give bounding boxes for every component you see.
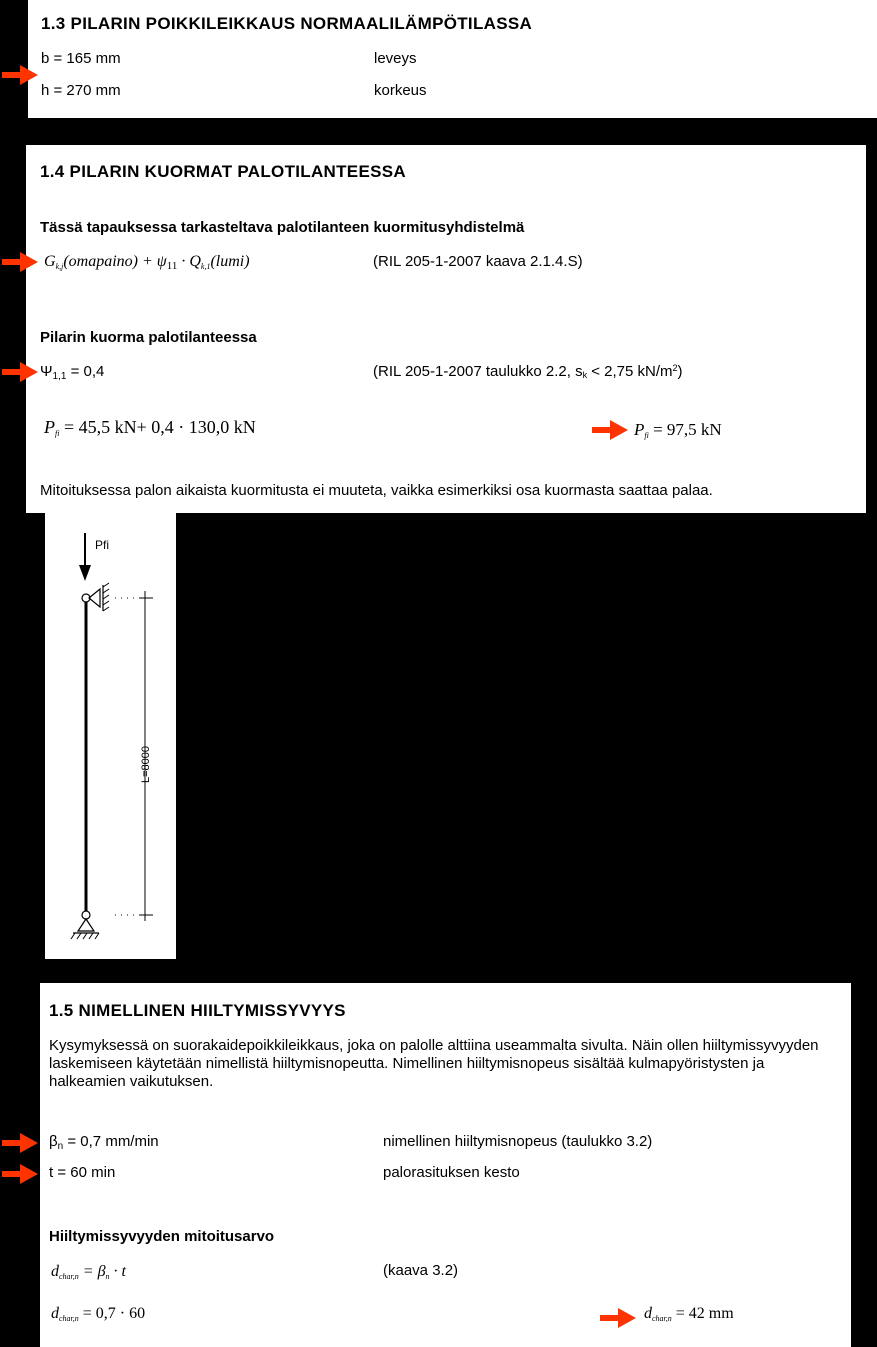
- psi-reference: (RIL 205-1-2007 taulukko 2.2, sk < 2,75 $kN/m^2$): [373, 363, 683, 380]
- t-description: palorasituksen kesto: [383, 1164, 520, 1181]
- section-1-4-title: 1.4 PILARIN KUORMAT PALOTILANTEESSA: [40, 162, 406, 181]
- pfi-result: Pfi = 97,5 kN: [634, 420, 722, 440]
- section-1-3-title: 1.3 PILARIN POIKKILEIKKAUS NORMAALILÄMPÖTILASSA: [41, 14, 533, 33]
- arrow-marker-icon: [2, 252, 38, 272]
- section-1-3-panel: [28, 0, 877, 118]
- charring-substitution-text: = 0,7 · 60: [82, 1305, 146, 1322]
- charring-depth-heading: Hiiltymissyvyyden mitoitusarvo: [49, 1228, 275, 1245]
- load-combination-heading: Tässä tapauksessa tarkasteltava palotilanteen kuormitusyhdistelmä: [40, 219, 525, 236]
- psi-reference-text: (RIL 205-1-2007 taulukko 2.2, s: [373, 363, 583, 380]
- b-description: leveys: [374, 50, 417, 67]
- formula-reference: (RIL 205-1-2007 kaava 2.1.4.S): [373, 253, 583, 270]
- psi-value: $\Psi_{1,1} = 0,4$: [40, 363, 105, 382]
- load-note: Mitoituksessa palon aikaista kuormitusta ei muuteta, vaikka esimerkiksi osa kuormasta saattaa palaa.: [40, 482, 713, 499]
- beta-description: nimellinen hiiltymisnopeus (taulukko 3.2): [383, 1133, 653, 1150]
- arrow-marker-icon: [2, 362, 38, 382]
- section-1-5-panel: [40, 983, 851, 1347]
- h-value: h = 270 mm: [41, 82, 121, 99]
- bottom-hinge: [82, 911, 90, 919]
- pfi-equation: Pfi = 45,5 kN+ 0,4 · 130,0 kN: [44, 417, 256, 438]
- beta-value-text: = 0,7 mm/min: [67, 1133, 159, 1150]
- pfi-result-text: = 97,5 kN: [653, 420, 722, 439]
- section-1-4-panel: [26, 145, 866, 513]
- b-value: b = 165 mm: [41, 50, 121, 67]
- charring-result: dchar,n = 42 mm: [644, 1305, 734, 1323]
- top-roller-support: [89, 589, 100, 607]
- load-combination-formula: Gk,j(omapaino) + ψ11 · Qk,1(lumi): [44, 253, 250, 272]
- length-label: L=8000: [140, 745, 152, 783]
- charring-formula-reference: (kaava 3.2): [383, 1262, 459, 1279]
- arrow-marker-icon: [600, 1308, 636, 1328]
- arrow-marker-icon: [2, 1164, 38, 1184]
- h-description: korkeus: [374, 82, 427, 99]
- load-label: Pfi: [95, 538, 110, 552]
- charring-substitution: dchar,n = 0,7 · 60: [51, 1305, 146, 1323]
- psi-value-text: = 0,4: [70, 363, 105, 380]
- pfi-equation-text: = 45,5 kN+ 0,4 · 130,0 kN: [63, 417, 256, 437]
- arrow-marker-icon: [2, 1133, 38, 1153]
- psi-reference-tail: < 2,75 kN/m: [587, 363, 673, 380]
- arrow-marker-icon: [2, 65, 38, 85]
- bottom-pinned-support: [78, 919, 94, 931]
- charring-intro-paragraph: Kysymyksessä on suorakaidepoikkileikkaus, joka on palolle alttiina useammalta sivulta. Näin ollen hiiltymissyvyyden laskemiseen käytetään nimellistä hiiltymisnopeutta. Nimellinen hiiltymisnopeus sisältää kulmapyöristysten ja halkeamien vaikutuksen.: [49, 1037, 819, 1090]
- load-arrow-head: [79, 565, 91, 581]
- column-diagram: [45, 513, 176, 959]
- column-diagram-panel: [45, 513, 176, 959]
- section-1-5-title: 1.5 NIMELLINEN HIILTYMISSYVYYS: [49, 1001, 346, 1020]
- beta-value: $\beta_n = 0,7$ mm/min: [49, 1133, 159, 1152]
- t-value: t = 60 min: [49, 1164, 116, 1181]
- arrow-marker-icon: [592, 420, 628, 440]
- charring-result-text: = 42 mm: [675, 1305, 734, 1322]
- charring-formula: dchar,n = βn · t: [51, 1263, 126, 1281]
- column-load-heading: Pilarin kuorma palotilanteessa: [40, 329, 257, 346]
